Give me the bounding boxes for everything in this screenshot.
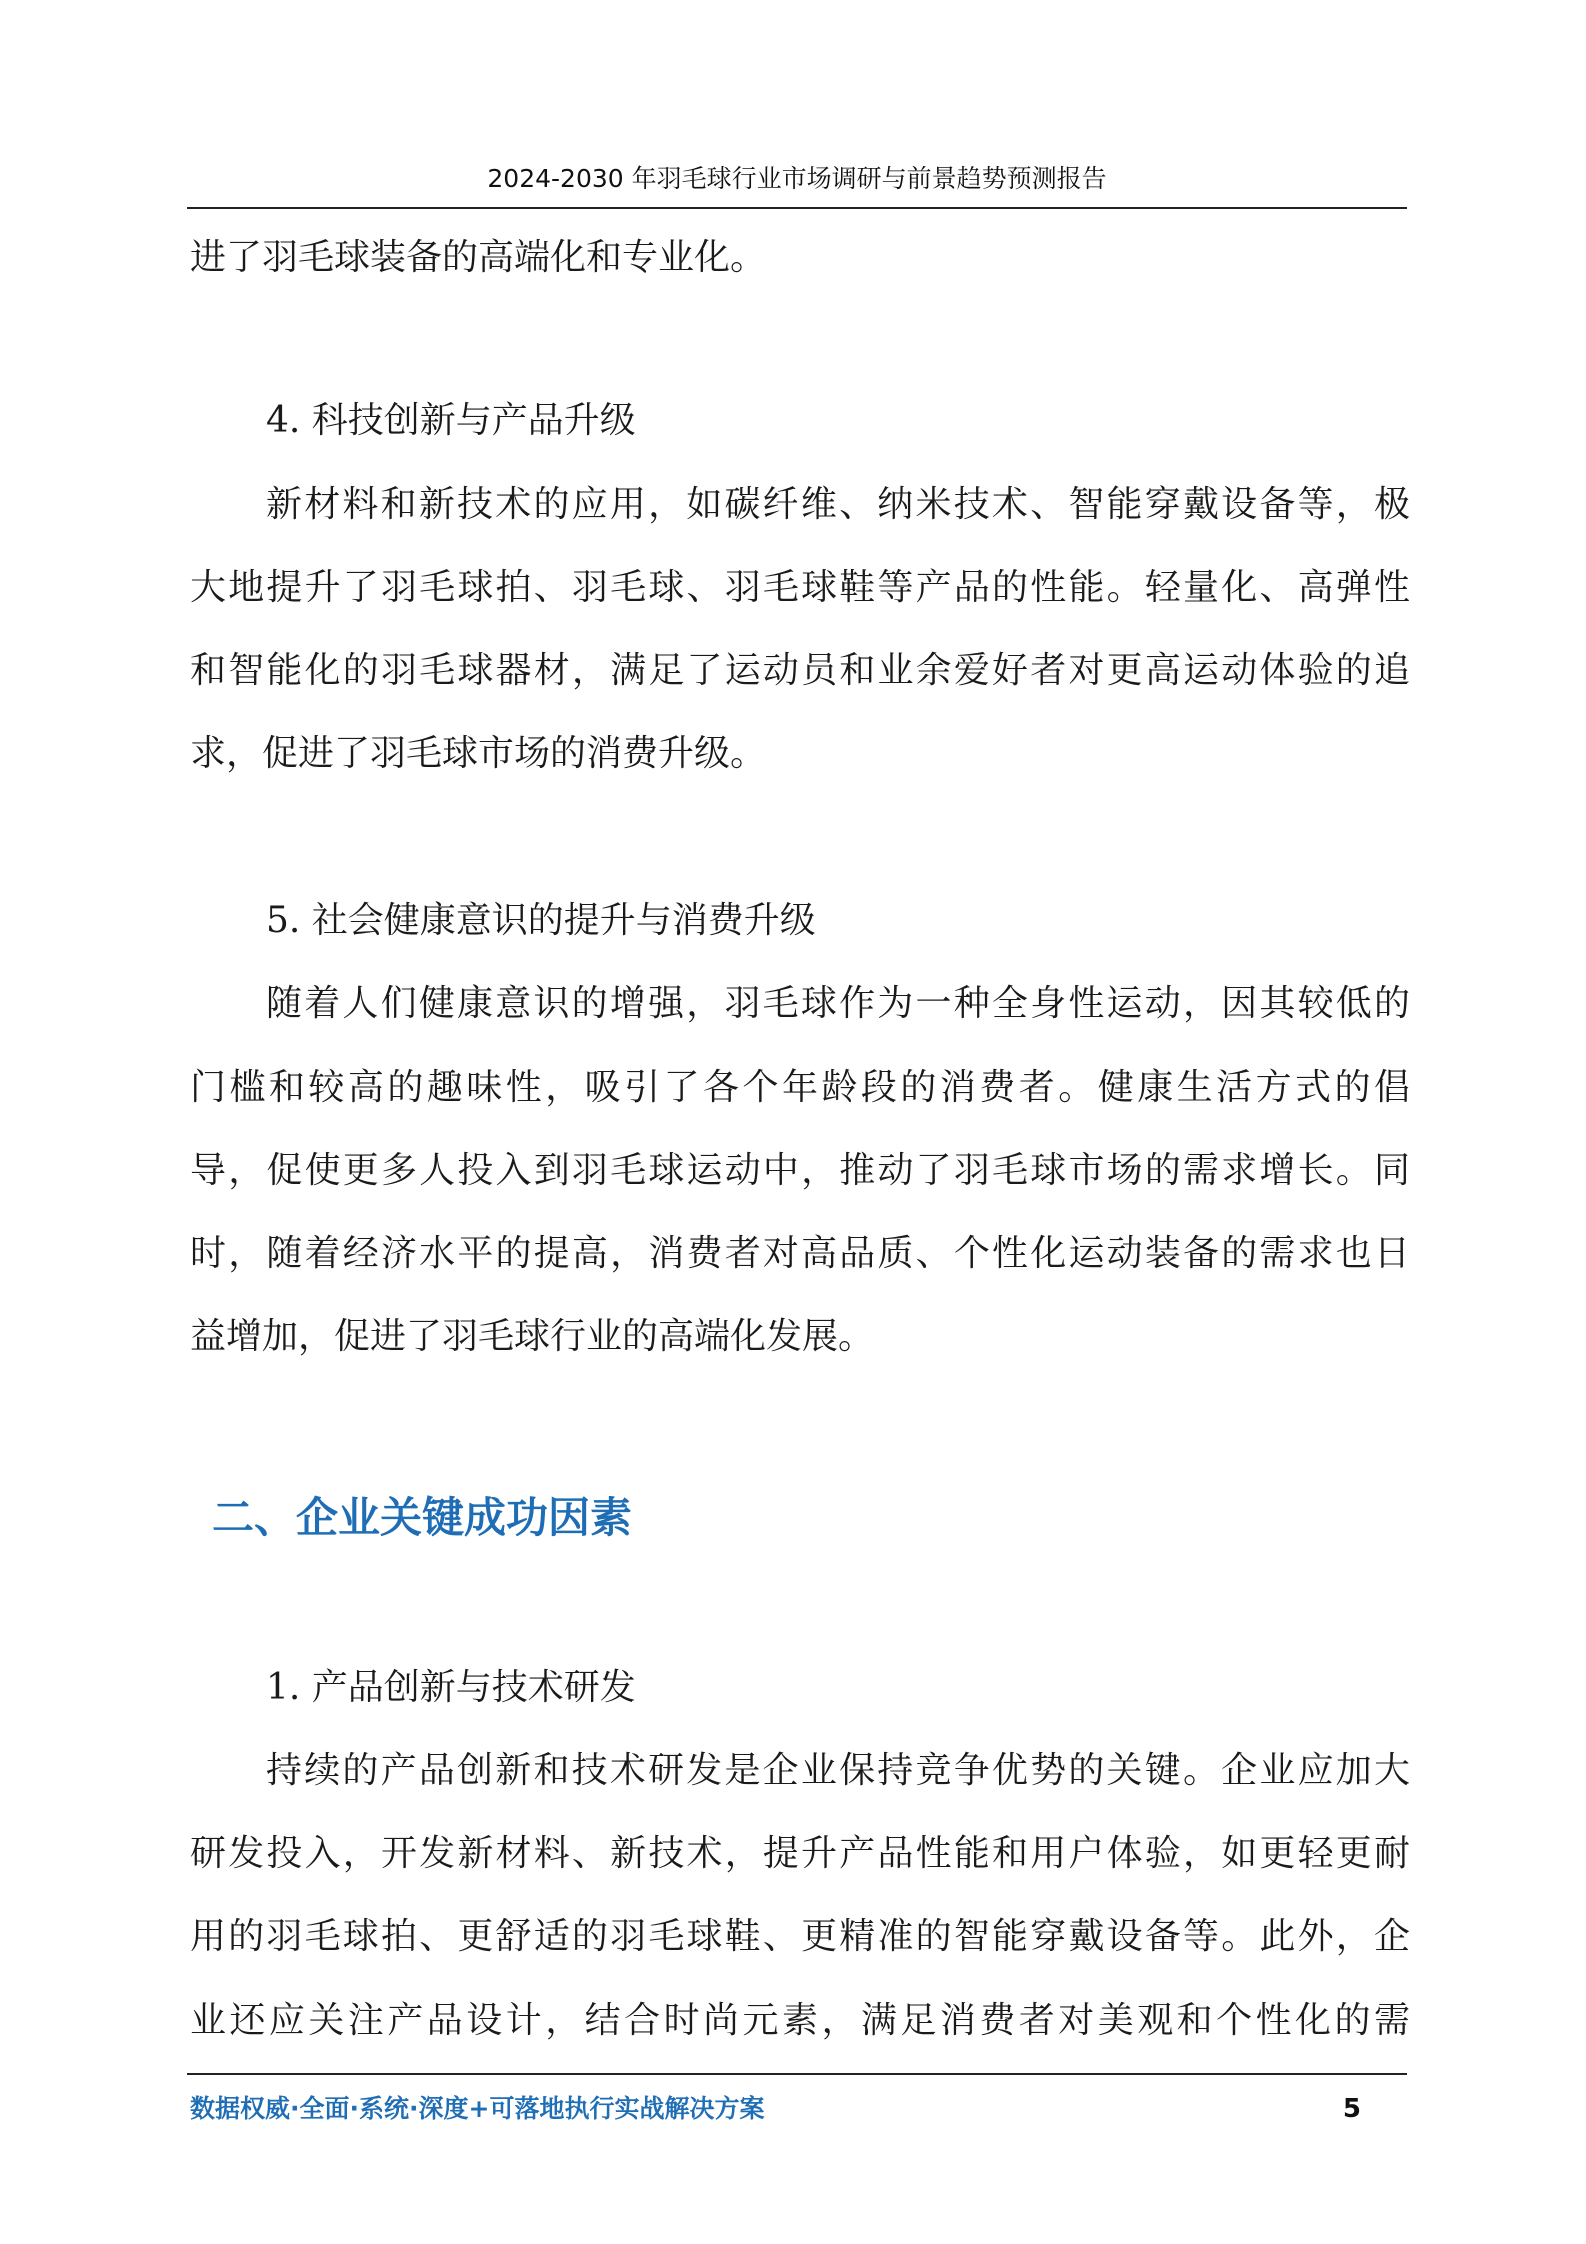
paragraph-line: 新材料和新技术的应用，如碳纤维、纳米技术、智能穿戴设备等，极 [266, 484, 1410, 525]
paragraph-line: 持续的产品创新和技术研发是企业保持竞争优势的关键。企业应加大 [266, 1750, 1410, 1791]
paragraph-line: 用的羽毛球拍、更舒适的羽毛球鞋、更精准的智能穿戴设备等。此外，企 [190, 1916, 1410, 1957]
subheading-product-innovation: 1. 产品创新与技术研发 [266, 1667, 636, 1708]
paragraph-line: 研发投入，开发新材料、新技术，提升产品性能和用户体验，如更轻更耐 [190, 1833, 1410, 1874]
paragraph-line: 进了羽毛球装备的高端化和专业化。 [190, 237, 767, 278]
paragraph-line: 和智能化的羽毛球器材，满足了运动员和业余爱好者对更高运动体验的追 [190, 650, 1410, 691]
page-number: 5 [1342, 2094, 1361, 2124]
header-divider [187, 207, 1407, 209]
paragraph-line: 随着人们健康意识的增强，羽毛球作为一种全身性运动，因其较低的 [266, 983, 1410, 1024]
paragraph-line: 导，促使更多人投入到羽毛球运动中，推动了羽毛球市场的需求增长。同 [190, 1150, 1410, 1191]
report-title: 2024-2030 年羽毛球行业市场调研与前景趋势预测报告 [487, 164, 1107, 193]
footer-divider [187, 2073, 1407, 2075]
paragraph-line: 业还应关注产品设计，结合时尚元素，满足消费者对美观和个性化的需 [190, 2000, 1410, 2041]
subheading-tech-innovation: 4. 科技创新与产品升级 [266, 400, 636, 441]
footer-slogan: 数据权威·全面·系统·深度+可落地执行实战解决方案 [190, 2094, 765, 2123]
paragraph-line: 大地提升了羽毛球拍、羽毛球、羽毛球鞋等产品的性能。轻量化、高弹性 [190, 567, 1410, 608]
paragraph-line: 时，随着经济水平的提高，消费者对高品质、个性化运动装备的需求也日 [190, 1233, 1410, 1274]
paragraph-line: 求，促进了羽毛球市场的消费升级。 [190, 733, 767, 774]
paragraph-line: 益增加，促进了羽毛球行业的高端化发展。 [190, 1316, 875, 1357]
paragraph-line: 门槛和较高的趣味性，吸引了各个年龄段的消费者。健康生活方式的倡 [190, 1067, 1410, 1108]
section-heading: 二、企业关键成功因素 [212, 1493, 633, 1542]
subheading-health-awareness: 5. 社会健康意识的提升与消费升级 [266, 900, 816, 941]
